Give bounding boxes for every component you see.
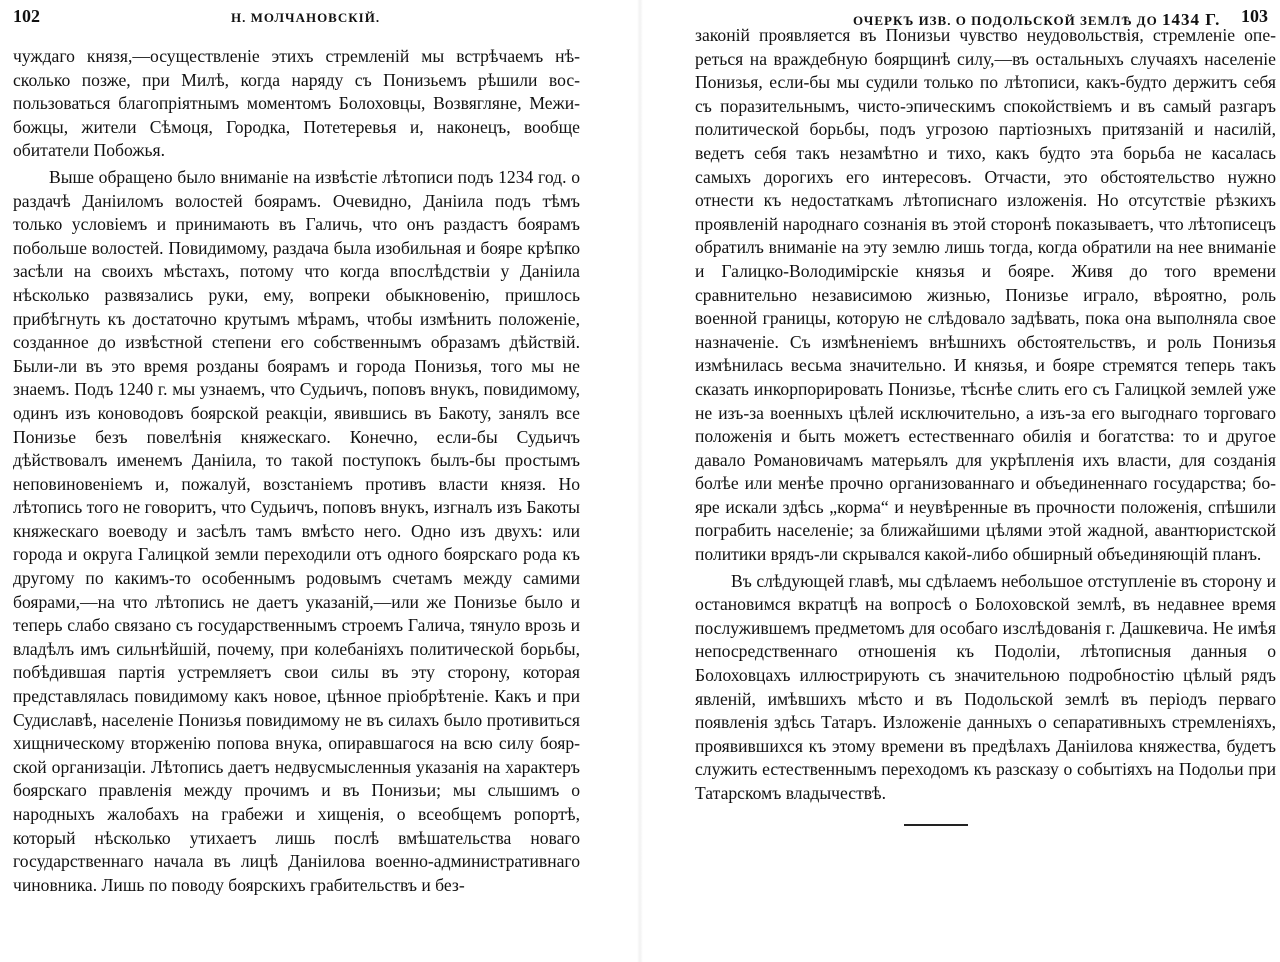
- title-running-head-year: 1434 Г.: [1161, 10, 1221, 29]
- paragraph: Въ слѣдующей главѣ, мы сдѣлаемъ небольшое отступленіе въ сторону и остановимся вкратцѣ на вопросѣ о Болоховской землѣ, въ недавнее время послужившемъ предметомъ для особаго изслѣдованія г. Дашкевича. Не имѣя непосредственнаго отношенія къ Подоліи, лѣтописныя данныя о Болоховцахъ иллюстрирують съ значительною подробностію цѣлый рядъ явленій, имѣвшихъ мѣсто и въ Подольской землѣ въ періодъ перваго появленія здѣсь Татаръ. Изложеніе данныхъ о сепаративныхъ стремленіяхъ, проявившихся къ этому времени въ предѣлахъ Даніилова княжества, будетъ служить естественнымъ переходомъ къ разсказу о событіяхъ на Подольи при Татарскомъ владычествѣ.: [695, 570, 1276, 803]
- right-page: [640, 0, 1280, 962]
- left-body-text: [13, 45, 580, 897]
- title-running-head: [853, 10, 1220, 30]
- author-running-head: Н. МОЛЧАНОВСКІЙ.: [231, 10, 381, 25]
- paragraph-continued: законій проявляется въ Понизьи чувство неудовольствія, стремленіе опереться на враждебную боярщинѣ силу,—въ остальныхъ случаяхъ населеніе Понизья, если-бы мы судили только по лѣтописи, какъ-будто держитъ себя съ поразительнымъ, чисто-эпическимъ спокойствіемъ и въ самый разгаръ политической борьбы, подъ угрозою партіозныхъ притязаній и насилій, ведетъ себя такъ незамѣтно и тихо, какъ будто эта борьба не касалась самыхъ дорогихъ его интересовъ. Отчасти, это обстоятельство нужно отнести къ недостаткамъ лѣтописнаго изложенія. Но отсутствіе рѣзкихъ проявленій народнаго сознанія въ этой сторонѣ показываетъ, что лѣтописецъ обратилъ вниманіе на эту землю лишь тогда, когда обратили на нее вниманіе и Галицко-Володимірскіе князья и бояре. Живя до того времени сравнительно независимою жизнью, Понизье играло, вѣроятно, роль военной границы, которую не слѣдовало задѣвать, пока она выполняла свое назначеніе. Съ измѣненіемъ внѣшнихъ обстоятельствъ, и роль Понизья измѣнилась весьма значительно. И князья, и бояре стремятся теперь такъ сказать инкорпорировать Понизье, тѣснѣе слить его съ Галицкой землей уже не изъ-за военныхъ цѣлей исключительно, а изъ-за его выгоднаго торговаго положенія и быть можетъ естественнаго обилія и богатства: то и другое давало Романовичамъ матерьялъ для укрѣпленія ихъ власти, для созданія болѣе или менѣе прочно организованнаго и объединеннаго государства; бояре искали здѣсь „корма“ и неувѣренные въ прочности положенія, спѣшили пограбить населеніе; за ближайшими цѣлями этой жадной, авантюристской политики врядъ-ли скрывался какой-либо обширный объединяющій планъ.: [695, 25, 1276, 565]
- right-running-head: [695, 4, 1276, 34]
- left-running-head: [13, 4, 580, 34]
- page-number-right: 103: [1241, 6, 1268, 26]
- paragraph: Выше обращено было вниманіе на извѣстіе лѣтописи подъ 1234 год. о раздачѣ Даніиломъ волостей боярамъ. Очевидно, Даніила подъ тѣмъ только условіемъ и принимають въ Галичь, что онъ раздастъ боярамъ побольше волостей. Повидимому, раздача была изобильная и бояре крѣпко засѣли на своихъ мѣстахъ, потому что когда впослѣдствіи у Даніила нѣсколько развязались руки, ему, вопреки обыкновенію, пришлось прибѣгнуть къ достаточно крутымъ мѣрамъ, чтобы измѣнить положеніе, созданное до извѣстной степени его собственнымъ образамъ дѣйствій. Были-ли въ это время розданы боярамъ и города Понизья, того мы не знаемъ. Подъ 1240 г. мы узнаемъ, что Судьичъ, поповъ внукъ, повидимому, одинъ изъ коноводовъ боярской реакціи, явившись въ Бакоту, занялъ все Понизье безъ повелѣнія княжескаго. Конечно, если-бы Судьичъ дѣйствовалъ именемъ Даніила, то такой поступокъ былъ-бы простымъ неповиновеніемъ и, пожалуй, возстаніемъ противъ власти князя. Но лѣтопись того не говоритъ, что Судьичъ, поповъ внукъ, изгналъ изъ Бакоты княжескаго воеводу и засѣлъ тамъ вмѣсто него. Одно изъ двухъ: или города и округа Галицкой земли переходили отъ одного боярскаго рода къ другому по какимъ-то особеннымъ родовымъ счетамъ между самими боярами,—на что лѣтопись не даетъ указаній,—или же Понизье было и теперь слабо связано съ государственнымъ строемъ Галича, тянуло врозь и владѣлъ имъ сильнѣйшій, почему, при колебаніяхъ политической борьбы, побѣдившая партія устремляетъ свои силы въ эту сторону, которая представлялась повидимому какъ новое, цѣнное пріобрѣтеніе. Какъ и при Судиславѣ, населеніе Понизья повидимому не въ силахъ было противиться хищническому вторженію попова внука, опиравшагося на всю силу боярской организаціи. Лѣтопись даетъ недвусмысленныя указанія на характеръ боярскаго правленія между прочимъ и въ Понизьи; мы слышимъ о народныхъ жалобахъ на грабежи и хищенія, о всеобщемъ ропортѣ, который нѣсколько утихаетъ лишь послѣ вмѣшательства новаго государственнаго начала въ лицѣ Даніилова военно-административнаго чиновника. Лишь по поводу боярскихъ грабительствъ и без-: [13, 166, 580, 895]
- title-running-head-text: ОЧЕРКЪ ИЗВ. О ПОДОЛЬСКОЙ ЗЕМЛѢ ДО: [853, 13, 1158, 28]
- chapter-end-rule: [904, 824, 968, 826]
- paragraph-continued: чуждаго князя,—осуществленіе этихъ стремленій мы встрѣчаемъ нѣсколько позже, при Милѣ, когда наряду съ Понизьемъ рѣшили воспользоваться благопріятнымъ моментомъ Болоховцы, Возвягляне, Межибожцы, жители Сѣмоця, Городка, Потетеревья и, наконецъ, вообще обитатели Побожья.: [13, 46, 580, 161]
- page-number-left: 102: [13, 6, 40, 26]
- right-body-text: [695, 24, 1276, 806]
